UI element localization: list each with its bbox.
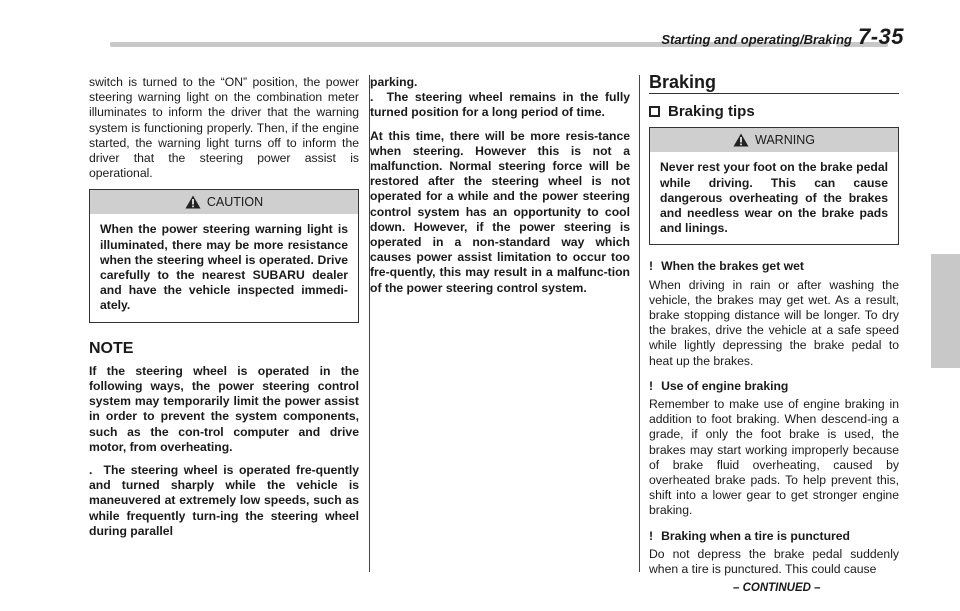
bullet-mark-icon: ! [649, 528, 654, 543]
note-bullet: . The steering wheel is operated fre-quently and turned sharply while the vehicle is maneuvered at extremely low speeds, such as while frequently turn-ing the steering wheel during parallel [89, 463, 359, 538]
note-text: If the steering wheel is operated in the following ways, the power steering control system may temporarily limit the power assist in order to prevent the system components, such as the con-trol computer and drive motor, from overheating. [89, 363, 359, 454]
topic-heading-text: Use of engine braking [661, 378, 789, 393]
caution-label: CAUTION [206, 194, 264, 209]
note-bullet-text: The steering wheel remains in the fully turned position for a long period of time. [370, 90, 630, 120]
topic-paragraph: Remember to make use of engine braking in addition to foot braking. When descend-ing a grade, if only the foot brake is used, the brakes may start working improperly because of brake fluid overheating, caused by overheated brake pads. To help prevent this, shift into a lower gear to get stronger engine braking. [649, 397, 899, 518]
section-heading: Braking [649, 75, 899, 94]
subsection-heading [649, 104, 899, 119]
square-bullet-icon [649, 106, 660, 117]
topic-heading-text: Braking when a tire is punctured [661, 528, 851, 543]
continued-text: parking. [370, 75, 418, 89]
column-1 [89, 75, 359, 547]
topic-heading [649, 379, 899, 394]
warning-box [649, 127, 899, 245]
page-number: 7-35 [858, 24, 905, 49]
running-header: Starting and operating/Braking [661, 32, 852, 47]
note-bullet: . The steering wheel remains in the fully turned position for a long period of time. [370, 90, 630, 120]
warning-text: Never rest your foot on the brake pedal while driving. This can cause dangerous overheating of the brakes and needless wear on the brake pads and linings. [660, 160, 888, 236]
continued-footer: – CONTINUED – [733, 582, 821, 594]
note-paragraph: At this time, there will be more resis-tance when steering. However this is not a malfunction. Normal steering force will be restored after the steering wheel is not operated for a while and the power steering control system has an opportunity to cool down. However, if the power steering is operated in a non-standard way which causes power assist limitation to occur too fre-quently, this may result in a malfunc-tion of the power steering control system. [370, 128, 630, 295]
caution-box [89, 189, 359, 322]
warning-header [650, 128, 898, 152]
bullet-mark-icon: ! [649, 259, 654, 274]
chapter-tab [931, 254, 960, 368]
intro-paragraph: switch is turned to the “ON” position, the power steering warning light on the combination meter illuminates to inform the driver that the warning system is functioning properly. Then, if the engine started, the warning light turns off to inform the driver that the steering power assist is operational. [89, 75, 359, 181]
warning-triangle-icon [185, 195, 201, 209]
topic-heading [649, 529, 899, 544]
column-divider [639, 75, 640, 572]
topic-paragraph: When driving in rain or after washing the vehicle, the brakes may get wet. As a result, brake stopping distance will be longer. To dry the brakes, drive the vehicle at a safe speed while lightly depressing the brake pedal to heat up the brakes. [649, 277, 899, 368]
warning-label: WARNING [755, 132, 815, 147]
topic-heading-text: When the brakes get wet [661, 259, 804, 274]
topic-heading [649, 259, 899, 274]
bullet-mark-icon: ! [649, 378, 654, 393]
column-2 [370, 75, 630, 304]
caution-text: When the power steering warning light is illuminated, there may be more resistance when the steering wheel is operated. Drive carefully to the nearest SUBARU dealer and have the vehicle inspected immedi-ately. [100, 222, 348, 313]
column-3 [649, 72, 899, 585]
warning-triangle-icon [733, 133, 749, 147]
topic-paragraph: Do not depress the brake pedal suddenly when a tire is punctured. This could cause [649, 546, 899, 577]
subsection-heading-text: Braking tips [668, 103, 755, 121]
note-title: NOTE [89, 339, 134, 357]
caution-header [90, 190, 358, 214]
note-bullet-text: The steering wheel is operated fre-quently and turned sharply while the vehicle is maneuvered at extremely low speeds, such as while frequently turn-ing the steering wheel during parallel [89, 463, 359, 538]
